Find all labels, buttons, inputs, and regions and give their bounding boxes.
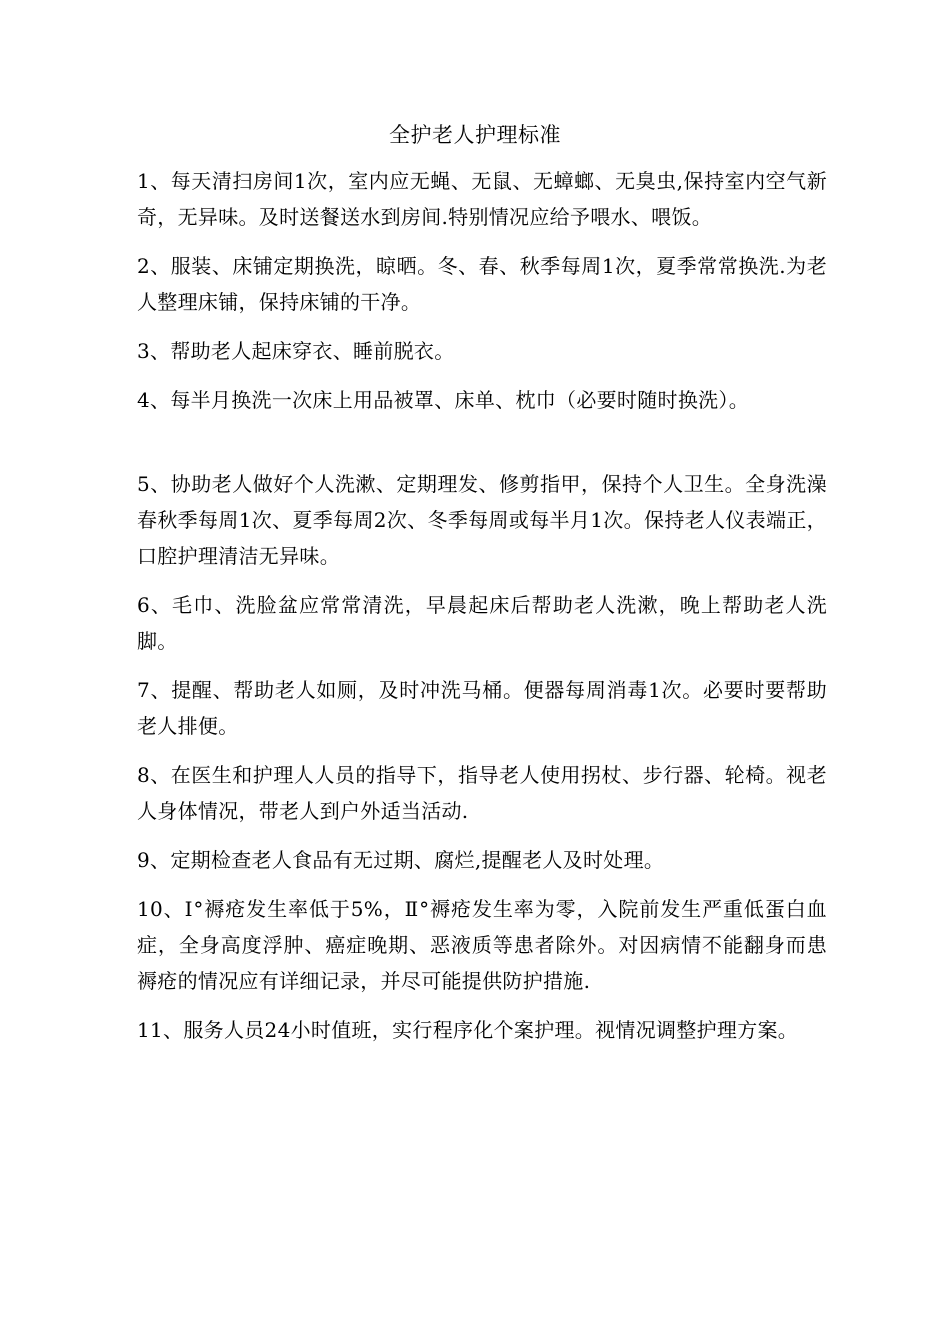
document-title: 全护老人护理标准 [389, 123, 561, 147]
paragraph-4: 4、每半月换洗一次床上用品被罩、床单、枕巾（必要时随时换洗）。 [137, 388, 750, 412]
paragraph-11: 11、服务人员24小时值班，实行程序化个案护理。视情况调整护理方案。 [137, 1018, 799, 1042]
paragraph-3: 3、帮助老人起床穿衣、睡前脱衣。 [137, 339, 455, 363]
paragraph-10: 10、Ⅰ°褥疮发生率低于5%，Ⅱ°褥疮发生率为零，入院前发生严重低蛋白血症，全身高度浮肿、癌症晚期、恶液质等患者除外。对因病情不能翻身而患褥疮的情况应有详细记录，并尽可能提供防护措施. [137, 897, 827, 993]
paragraph-5: 5、协助老人做好个人洗漱、定期理发、修剪指甲，保持个人卫生。全身洗澡春秋季每周1次、夏季每周2次、冬季每周或每半月1次。保持老人仪表端正，口腔护理清洁无异味。 [137, 472, 827, 568]
paragraph-7: 7、提醒、帮助老人如厕，及时冲洗马桶。便器每周消毒1次。必要时要帮助老人排便。 [137, 678, 827, 738]
paragraph-6: 6、毛巾、洗脸盆应常常清洗，早晨起床后帮助老人洗漱，晚上帮助老人洗脚。 [137, 593, 827, 653]
paragraph-1: 1、每天清扫房间1次，室内应无蝇、无鼠、无蟑螂、无臭虫,保持室内空气新奇，无异味。及时送餐送水到房间.特别情况应给予喂水、喂饭。 [137, 169, 827, 229]
paragraph-9: 9、定期检查老人食品有无过期、腐烂,提醒老人及时处理。 [137, 848, 665, 872]
document-body [137, 163, 827, 1061]
paragraph-2: 2、服装、床铺定期换洗，晾晒。冬、春、秋季每周1次，夏季常常换洗.为老人整理床铺，保持床铺的干净。 [137, 254, 827, 314]
paragraph-8: 8、在医生和护理人人员的指导下，指导老人使用拐杖、步行器、轮椅。视老人身体情况，带老人到户外适当活动. [137, 763, 827, 823]
